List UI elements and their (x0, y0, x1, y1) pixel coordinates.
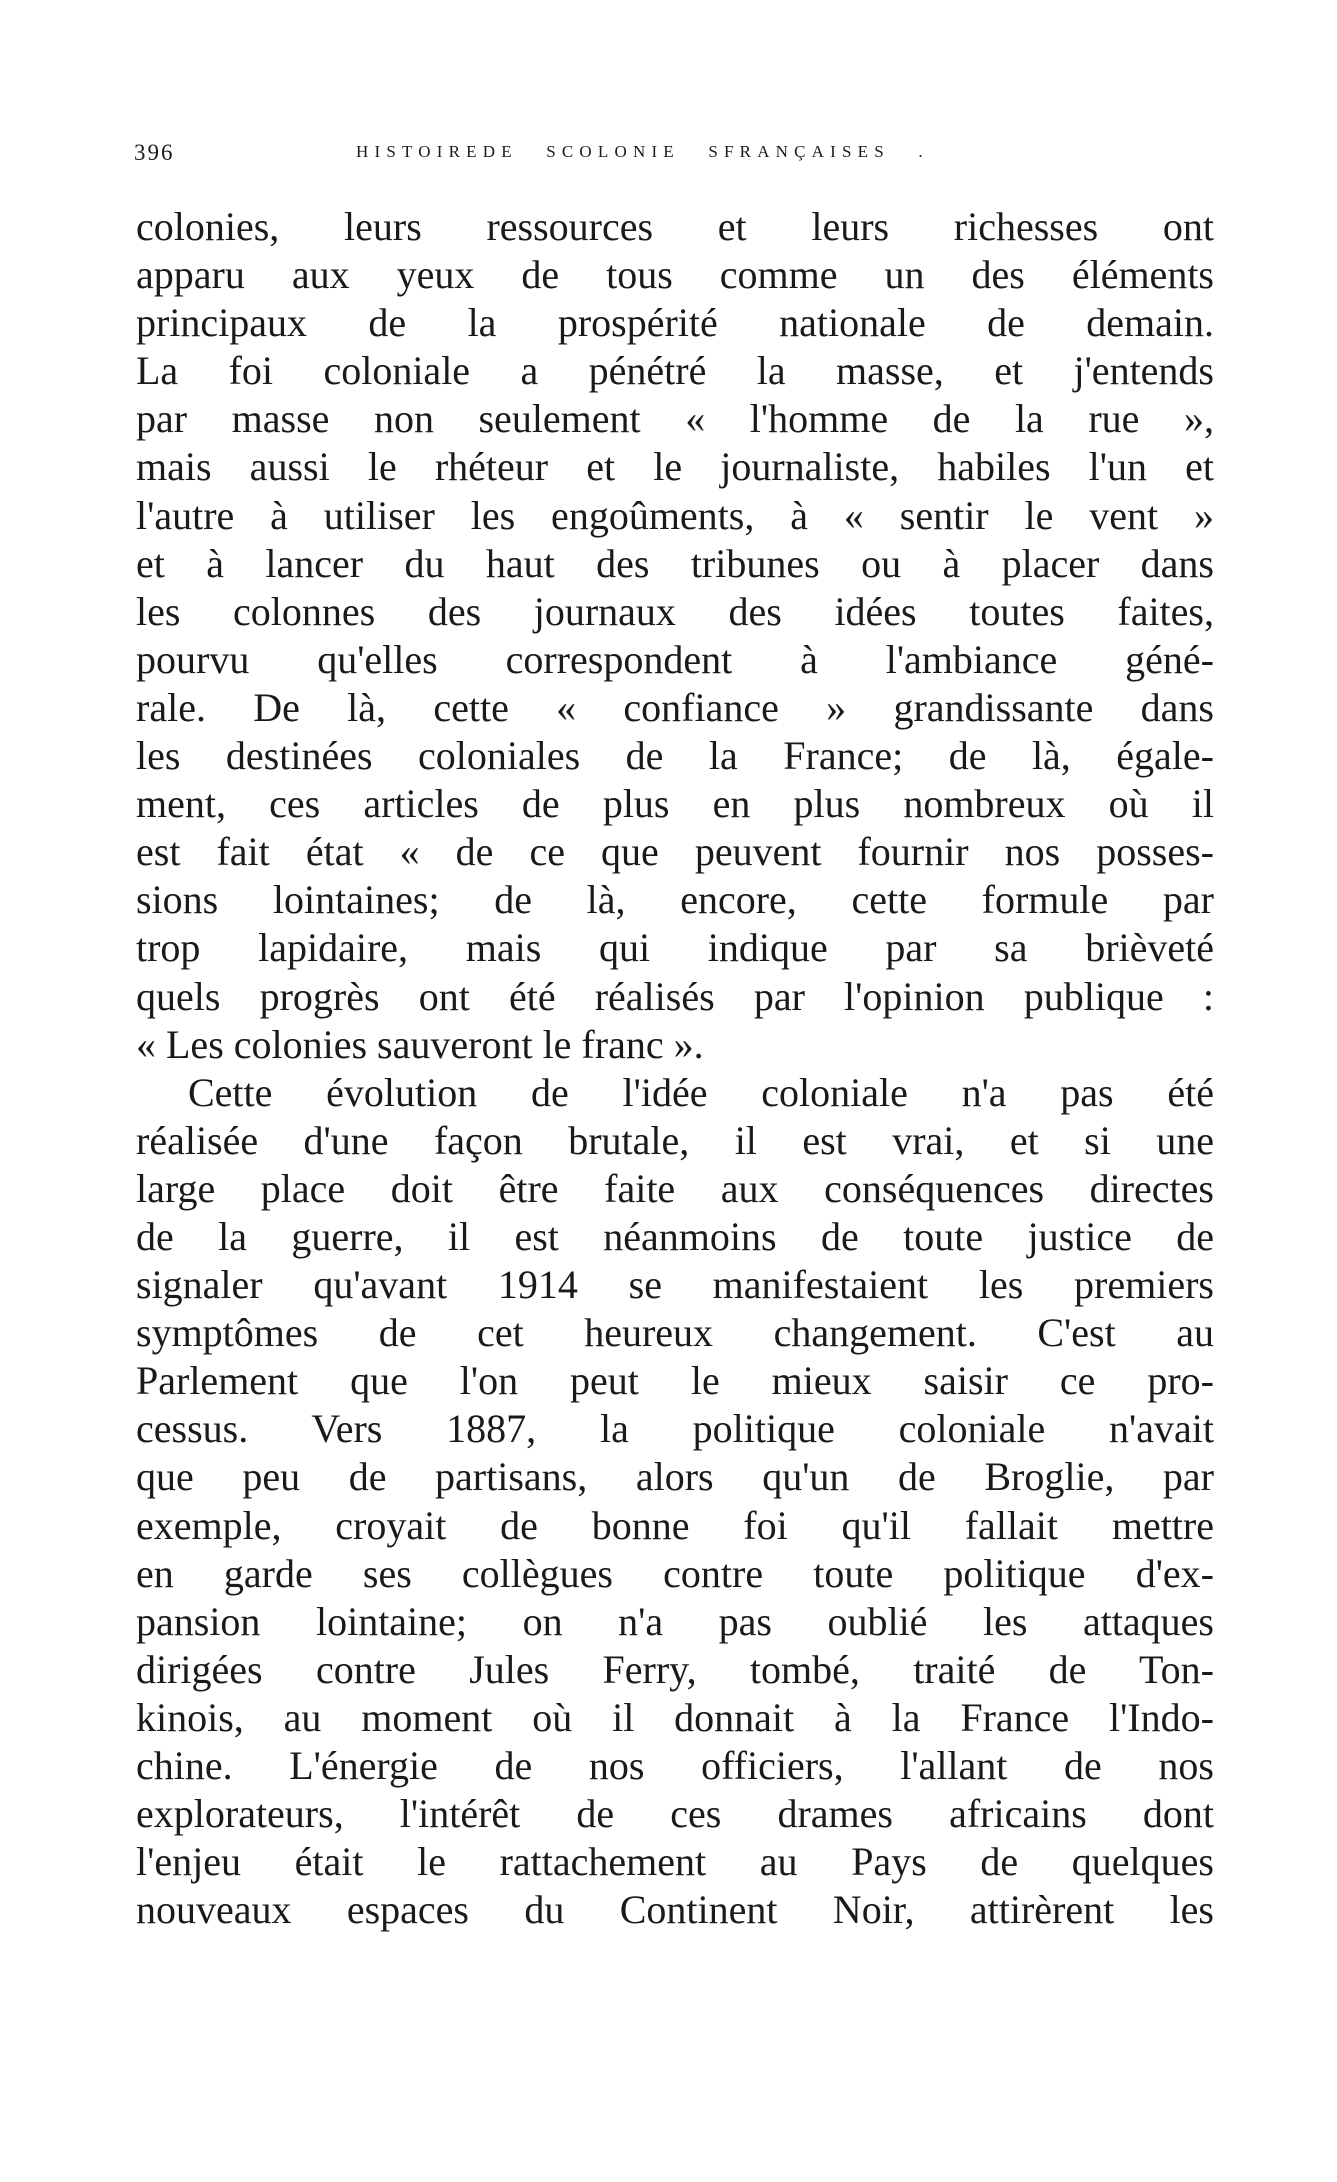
text-line: explorateurs, l'intérêt de ces drames africains dont (136, 1791, 1214, 1837)
text-line: est fait état « de ce que peuvent fournir nos posses- (136, 829, 1214, 875)
text-line: trop lapidaire, mais qui indique par sa brièveté (136, 925, 1214, 971)
text-line: l'enjeu était le rattachement au Pays de quelques (136, 1839, 1214, 1885)
text-line: « Les colonies sauveront le franc ». (136, 1021, 704, 1067)
text-line: réalisée d'une façon brutale, il est vrai, et si une (136, 1117, 1214, 1163)
text-line: quels progrès ont été réalisés par l'opinion publique : (136, 973, 1214, 1019)
text-line: colonies, leurs ressources et leurs richesses ont (136, 204, 1214, 249)
text-line: de la guerre, il est néanmoins de toute justice de (136, 1213, 1214, 1259)
text-line: La foi coloniale a pénétré la masse, et j'entends (136, 348, 1214, 394)
text-line: et à lancer du haut des tribunes ou à placer dans (136, 540, 1214, 586)
paragraph (136, 203, 1214, 1069)
text-line: par masse non seulement « l'homme de la rue », (136, 396, 1214, 442)
text-line: signaler qu'avant 1914 se manifestaient les premiers (136, 1262, 1214, 1308)
text-line: les destinées coloniales de la France; de là, égale- (136, 733, 1214, 779)
paragraph (136, 1069, 1214, 1935)
text-line: exemple, croyait de bonne foi qu'il fallait mettre (136, 1502, 1214, 1548)
text-line: que peu de partisans, alors qu'un de Broglie, par (136, 1454, 1214, 1500)
text-line: principaux de la prospérité nationale de demain. (136, 300, 1214, 346)
body-text (136, 203, 1214, 1934)
text-line: en garde ses collègues contre toute politique d'ex- (136, 1550, 1214, 1596)
text-line: rale. De là, cette « confiance » grandissante dans (136, 684, 1214, 730)
text-line: pansion lointaine; on n'a pas oublié les attaques (136, 1598, 1214, 1644)
text-line: les colonnes des journaux des idées toutes faites, (136, 588, 1214, 634)
text-line: sions lointaines; de là, encore, cette formule par (136, 877, 1214, 923)
text-line: ment, ces articles de plus en plus nombreux où il (136, 781, 1214, 827)
text-line: kinois, au moment où il donnait à la France l'Indo- (136, 1694, 1214, 1740)
text-line: Parlement que l'on peut le mieux saisir ce pro- (136, 1358, 1214, 1404)
running-head (134, 140, 1214, 180)
text-line: l'autre à utiliser les engoûments, à « sentir le vent » (136, 492, 1214, 538)
page-number: 396 (134, 140, 175, 165)
text-line: Cette évolution de l'idée coloniale n'a pas été (188, 1069, 1214, 1115)
text-line: symptômes de cet heureux changement. C'est au (136, 1310, 1214, 1356)
text-line: mais aussi le rhéteur et le journaliste, habiles l'un et (136, 444, 1214, 490)
running-title: HISTOIREDE SCOLONIE SFRANÇAISES . (356, 142, 929, 161)
text-line: apparu aux yeux de tous comme un des éléments (136, 252, 1214, 298)
text-line: large place doit être faite aux conséquences directes (136, 1165, 1214, 1211)
text-line: pourvu qu'elles correspondent à l'ambiance géné- (136, 636, 1214, 682)
text-line: chine. L'énergie de nos officiers, l'allant de nos (136, 1743, 1214, 1788)
text-line: dirigées contre Jules Ferry, tombé, traité de Ton- (136, 1646, 1214, 1692)
text-line: cessus. Vers 1887, la politique coloniale n'avait (136, 1406, 1214, 1452)
text-line: nouveaux espaces du Continent Noir, attirèrent les (136, 1887, 1214, 1933)
